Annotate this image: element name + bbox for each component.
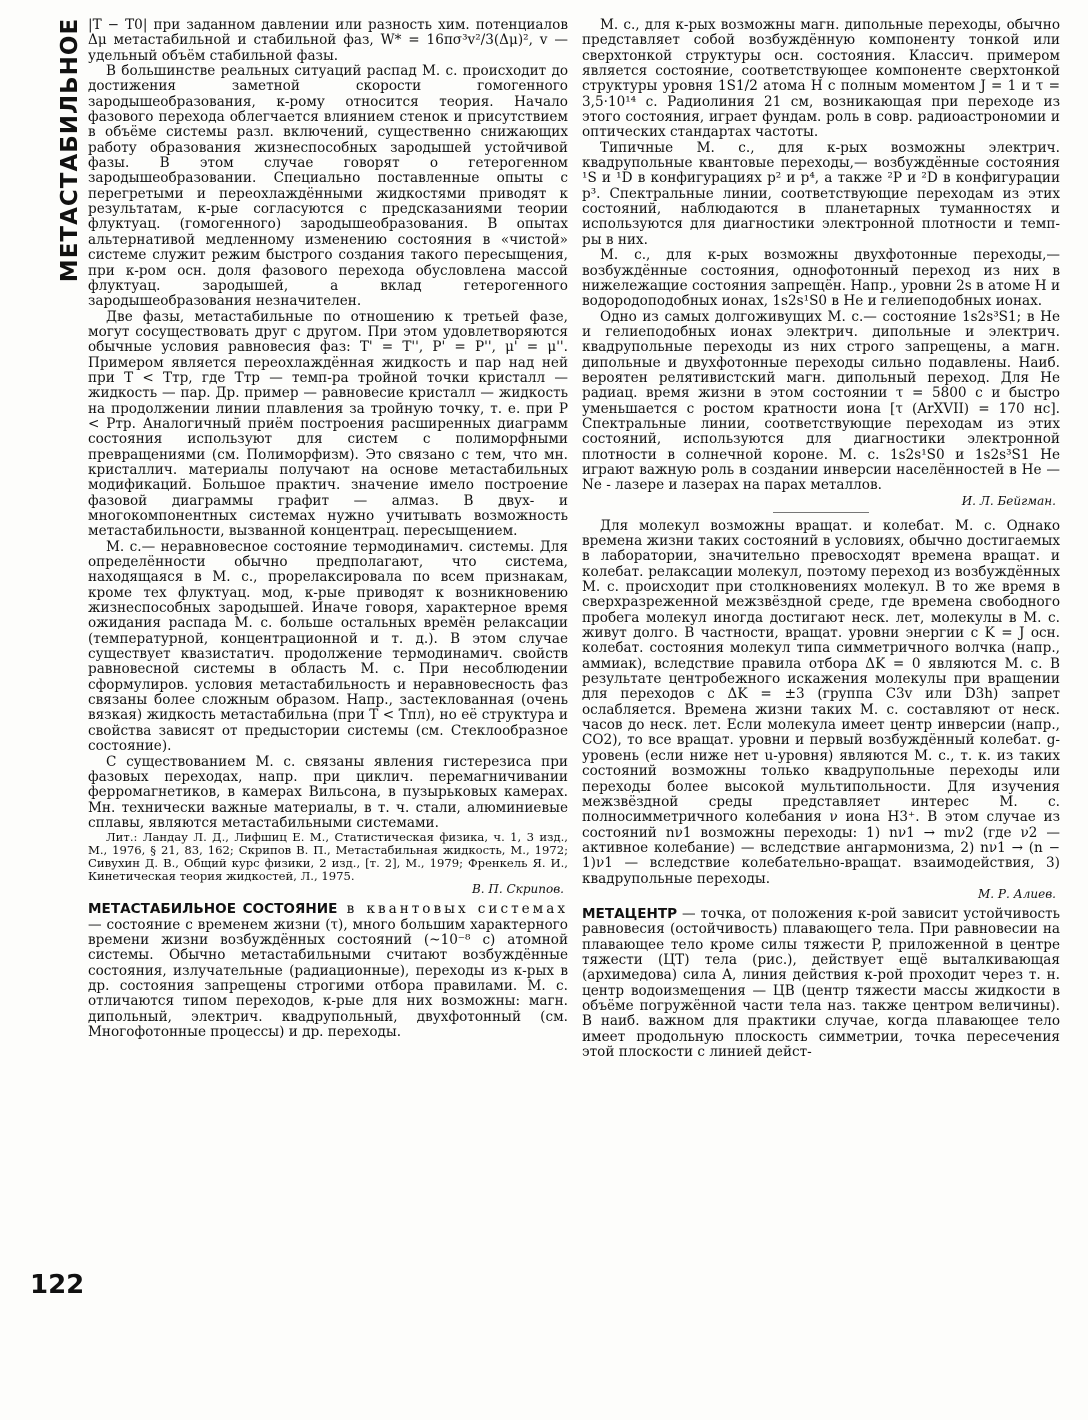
entry-headword: МЕТАЦЕНТР: [582, 905, 678, 922]
article-entry: [88, 902, 568, 1040]
paragraph: Для молекул возможны вращат. и колебат. М. с. Однако времена жизни таких состояний в условиях, обычно достигаемых в лаборатории, значительно превосходят времена вращат. и колебат. релаксации молекул, поэтому переход из возбуждённых М. с. происходит при столкновениях молекул. В то же время в сверхразреженной межзвёздной среде, где времена свободного пробега молекул иногда достигают неск. лет, молекулы в М. с. живут долго. В частности, вращат. уровни энергии с K = J осн. колебат. состояния молекул типа симметричного волчка (напр., аммиак), вследствие правила отбора ΔK = 0 являются М. с. В результате центробежного искажения молекулы при вращении для переходов с ΔK = ±3 (группа C3v или D3h) запрет ослабляется. Времена жизни таких М. с. составляют от неск. часов до неск. лет. Если молекула имеет центр инверсии (напр., CO2), то все вращат. уровни и первый возбуждённый колебат. g-уровень (если ниже нет u-уровня) являются М. с., т. к. из таких состояний возможны только квадрупольные переходы или переходы более высокой мультипольности. Для изучения межзвёздной среды представляет интерес М. с. полносимметричного колебания ν иона H3⁺. В этом случае из состояний nν1 возможны переходы: 1) nν1 → mν2 (где ν2 — активное колебание) — вследствие ангармонизма, 2) nν1 → (n − 1)ν1 — вследствие колебательно-вращат. взаимодействия, 3) квадрупольные переходы.: [582, 517, 1060, 887]
author-signature: В. П. Скрипов.: [471, 882, 564, 897]
right-column: [582, 18, 1060, 1408]
page-number: 122: [30, 1270, 85, 1300]
left-column: [88, 18, 568, 1408]
paragraph: М. с., для к-рых возможны магн. дипольные переходы, обычно представляет собой возбуждённую компоненту тонкой или сверхтонкой структуры осн. состояния. Классич. примером является состояние, соответствующее компоненте сверхтонкой структуры уровня 1S1/2 атома H с полным моментом J = 1 и τ = 3,5·10¹⁴ с. Радиолиния 21 см, возникающая при переходе из этого состояния, играет фундам. роль в совр. радиоастрономии и оптических стандартах частоты.: [582, 18, 1060, 141]
paragraph: |T − T0| при заданном давлении или разность хим. потенциалов Δμ метастабильной и стабильной фаз, W* = 16πσ³v²/3(Δμ)², v — удельный объём стабильной фазы.: [88, 18, 568, 64]
running-head: МЕТАСТАБИЛЬНОЕ: [57, 17, 83, 283]
section-divider: [773, 512, 869, 513]
entry-headword: МЕТАСТАБИЛЬНОЕ СОСТОЯНИЕ: [88, 901, 338, 918]
paragraph: Одно из самых долгоживущих М. с.— состояние 1s2s³S1; в He и гелиеподобных ионах электрич. дипольные и электрич. квадрупольные переходы из них строго запрещены, а магн. дипольные и двухфотонные переходы сильно подавлены. Наиб. вероятен релятивистский магн. дипольный переход. Для He радиац. время жизни в этом состоянии τ = 5800 с и быстро уменьшается с ростом кратности иона [τ (ArXVII) = 170 нс]. Спектральные линии, соответствующие переходам из этих состояний, используются для диагностики электронной плотности в солнечной короне. М. с. 1s2s¹S0 и 1s2s³S1 He играют важную роль в создании инверсии населённостей в He — Ne - лазере и лазерах на парах металлов.: [582, 308, 1060, 494]
entry-definition: — состояние с временем жизни (τ), много большим характерного времени жизни возбуждённых состояний (~10⁻⁸ с) атомной системы. Обычно метастабильными считают возбуждённые состояния, излучательные (радиационные), переходы из к-рых в др. состояния запрещены строгими отбора правилами. М. с. отличаются типом переходов, к-рые для них возможны: магн. дипольный, электрич. квадрупольный, двухфотонный (см. Многофотонные процессы) и др. переходы.: [88, 916, 568, 1041]
paragraph: С существованием М. с. связаны явления гистерезиса при фазовых переходах, напр. при циклич. перемагничивании ферромагнетиков, в камерах Вильсона, в пузырьковых камерах. Мн. технически важные материалы, в т. ч. стали, алюминиевые сплавы, являются метастабильными системами.: [88, 753, 568, 831]
author-signature: И. Л. Бейгман.: [961, 493, 1056, 508]
entry-subject: в квантовых системах: [337, 901, 568, 918]
paragraph: М. с.— неравновесное состояние термодинамич. системы. Для определённости обычно предполагают, что система, находящаяся в М. с., прорелаксировала по всем признакам, кроме тех флуктуац. мод, к-рые приводят к возникновению жизнеспособных зародышей. Иначе говоря, характерное время ожидания распада М. с. больше остальных времён релаксации (температурной, концентрационной и т. д.). В этом случае существует квазистатич. продолжение термодинамич. свойств равновесной системы в область М. с. При несоблюдении сформулиров. условия метастабильность и неравновесность фаз связаны более сложным образом. Напр., застеклованная (очень вязкая) жидкость метастабильна (при T < Tпл), но её структура и свойства зависят от предыстории системы (см. Стеклообразное состояние).: [88, 538, 568, 755]
paragraph: Типичные М. с., для к-рых возможны электрич. квадрупольные квантовые переходы,— возбуждённые состояния ¹S и ¹D в конфигурациях p² и p⁴, а также ²P и ²D в конфигурации p³. Спектральные линии, соответствующие переходам из этих состояний, наблюдаются в планетарных туманностях и используются для диагностики электронной плотности и темп-ры в них.: [582, 139, 1060, 248]
literature-references: Лит.: Ландау Л. Д., Лифшиц Е. М., Статистическая физика, ч. 1, 3 изд., М., 1976, § 21, 83, 162; Скрипов В. П., Метастабильная жидкость, М., 1972; Сивухин Д. В., Общий курс физики, 2 изд., [т. 2], М., 1979; Френкель Я. И., Кинетическая теория жидкостей, Л., 1975.: [88, 830, 568, 883]
paragraph: М. с., для к-рых возможны двухфотонные переходы,— возбуждённые состояния, однофотонный переход из них в нижележащие состояния запрещён. Напр., уровни 2s в атоме H и водородоподобных ионах, 1s2s¹S0 в He и гелиеподобных ионах.: [582, 247, 1060, 310]
author-signature: М. Р. Алиев.: [978, 886, 1056, 901]
entry-definition: — точка, от положения к-рой зависит устойчивость равновесия (остойчивость) плавающего тела. При равновесии на плавающее тело кроме силы тяжести P, приложенной в центре тяжести (ЦТ) тела (рис.), действует ещё выталкивающая (архимедова) сила A, линия действия к-рой проходит через т. н. центр водоизмещения — ЦВ (центр тяжести массы жидкости в объёме погружённой части тела наз. также центром величины). В наиб. важном для практики случае, когда плавающее тело имеет продольную плоскость симметрии, точка пересечения этой плоскости с линией дейст-: [582, 905, 1060, 1060]
paragraph: Две фазы, метастабильные по отношению к третьей фазе, могут сосуществовать друг с другом. При этом удовлетворяются обычные условия равновесия фаз: T' = T'', P' = P'', μ' = μ''. Примером является переохлаждённая жидкость и пар над ней при T < Tтр, где Tтр — темп-ра тройной точки кристалл — жидкость — пар. Др. пример — равновесие кристалл — жидкость на продолжении линии плавления за тройную точку, т. е. при P < Pтр. Аналогичный приём построения расширенных диаграмм состояния используют для систем с полиморфными превращениями (см. Полиморфизм). Это связано с тем, что мн. кристаллич. материалы получают на основе метастабильных модификаций. Большое практич. значение имело построение фазовой диаграммы графит — алмаз. В двух- и многокомпонентных системах нужно учитывать возможность метастабильности, вызванной концентрац. пересыщением.: [88, 308, 568, 540]
article-entry: [582, 907, 1060, 1060]
paragraph: В большинстве реальных ситуаций распад М. с. происходит до достижения заметной скорости гомогенного зародышеобразования, к-рому относится теория. Начало фазового перехода облегчается влиянием стенок и присутствием в объёме системы разл. включений, существенно снижающих работу образования жизнеспособных зародышей устойчивой фазы. В этом случае говорят о гетерогенном зародышеобразовании. Специально поставленные опыты с перегретыми и переохлаждёнными жидкостями приводят к результатам, к-рые согласуются с предсказаниями теории флуктуац. (гомогенного) зародышеобразования. В опытах альтернативой медленному изменению состояния в «чистой» системе служит режим быстрого создания такого пересыщения, при к-ром осн. доля фазового перехода обусловлена массой флуктуац. зародышей, а вклад гетерогенного зародышеобразования незначителен.: [88, 63, 568, 310]
